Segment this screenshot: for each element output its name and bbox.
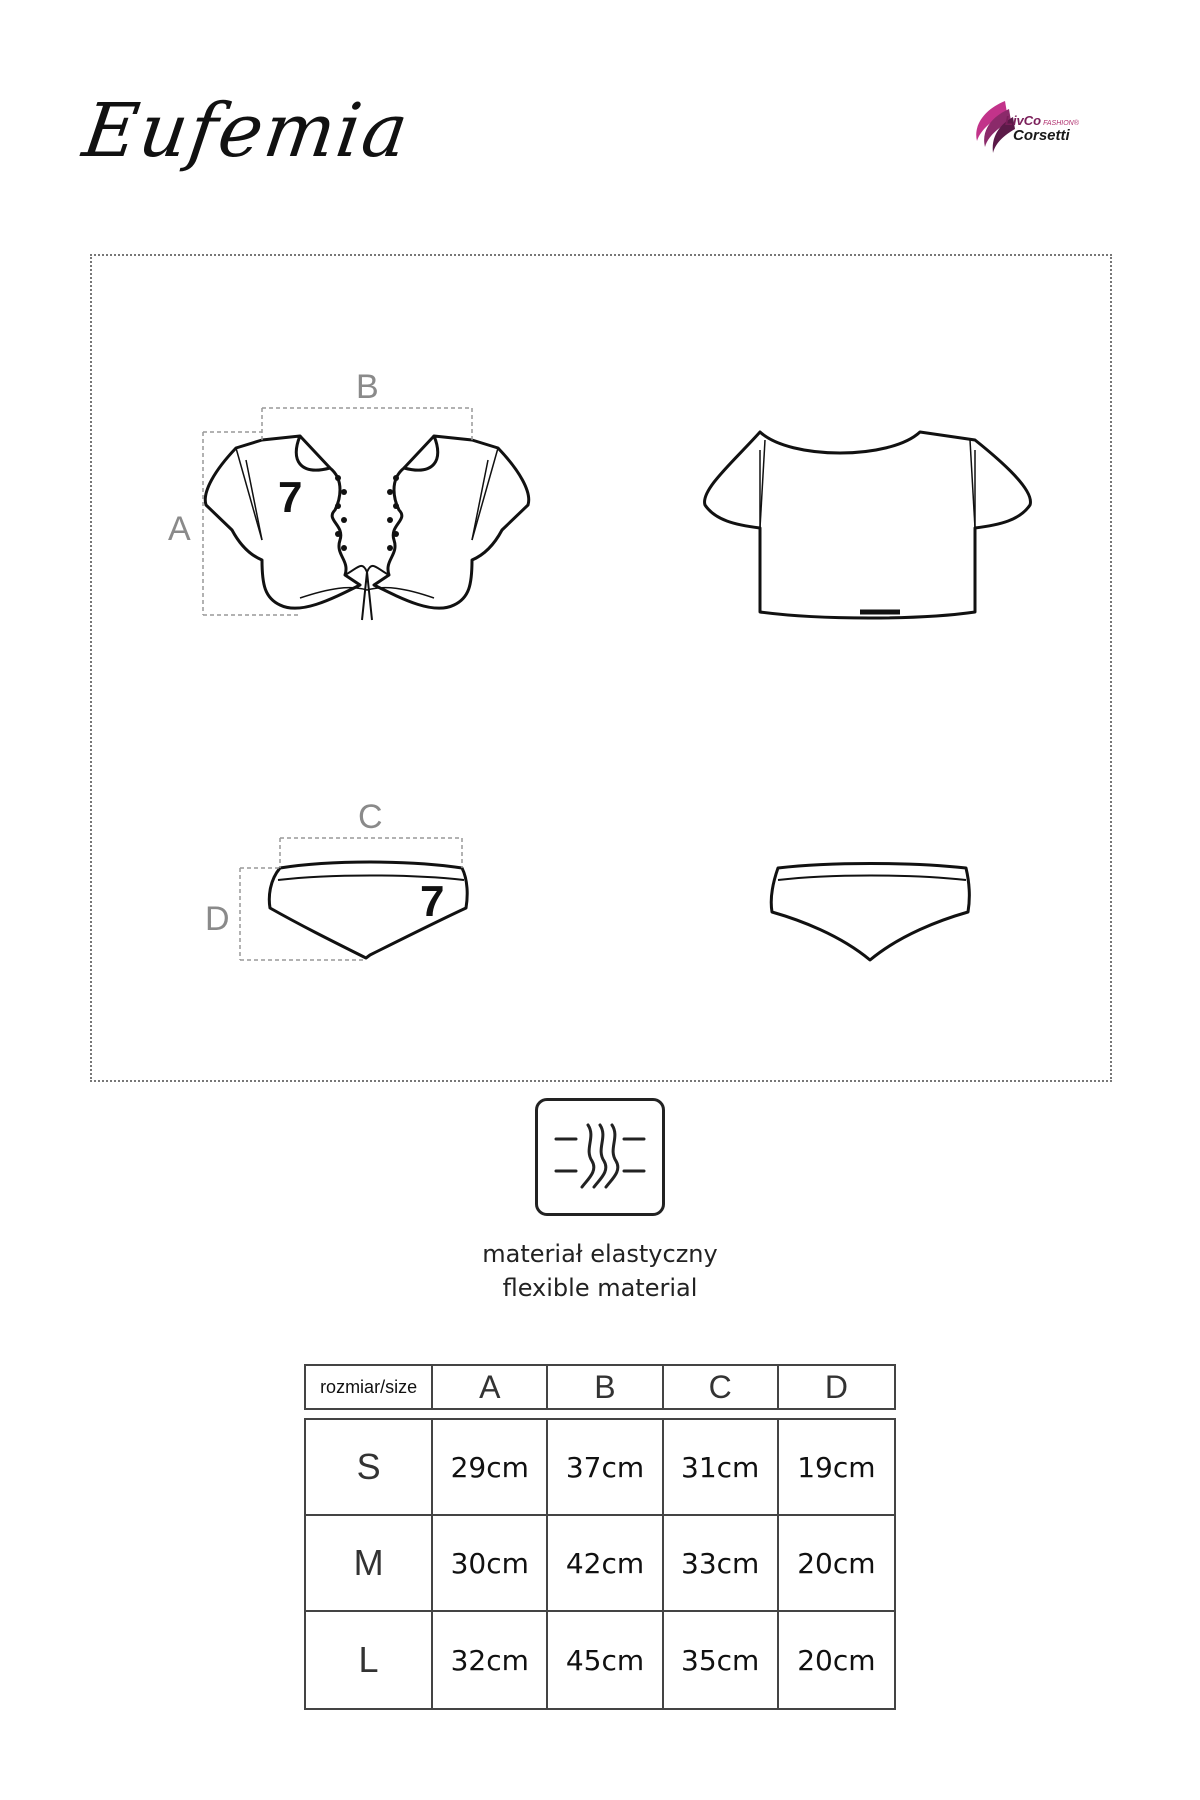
size-table-header bbox=[304, 1364, 896, 1410]
top-front-dots bbox=[335, 475, 399, 551]
care-text-en: flexible material bbox=[502, 1274, 698, 1302]
value-cell: 37cm bbox=[548, 1420, 663, 1514]
size-cell: M bbox=[306, 1516, 433, 1610]
top-back-drawing bbox=[705, 432, 1031, 618]
size-cell: L bbox=[306, 1612, 433, 1708]
header-col-c: C bbox=[664, 1366, 779, 1408]
value-cell: 33cm bbox=[664, 1516, 779, 1610]
header-size-label: rozmiar/size bbox=[306, 1366, 433, 1408]
value-cell: 20cm bbox=[797, 1643, 876, 1677]
value-cell: 19cm bbox=[797, 1450, 876, 1484]
bottom-back-drawing bbox=[771, 864, 969, 961]
brand-line2: Corsetti bbox=[1013, 127, 1070, 144]
table-row bbox=[306, 1420, 894, 1516]
dim-label-b: B bbox=[356, 368, 379, 406]
value-cell: 32cm bbox=[433, 1612, 548, 1708]
dim-label-d: D bbox=[205, 900, 230, 938]
value-cell: 45cm bbox=[548, 1612, 663, 1708]
elastic-material-icon bbox=[535, 1098, 665, 1216]
value-cell: 42cm bbox=[548, 1516, 663, 1610]
table-row bbox=[306, 1516, 894, 1612]
header-col-d: D bbox=[824, 1368, 848, 1405]
care-text-pl: materiał elastyczny bbox=[482, 1240, 718, 1268]
size-number-top: 7 bbox=[278, 473, 303, 522]
header-col-a: A bbox=[433, 1366, 548, 1408]
size-cell: S bbox=[306, 1420, 433, 1514]
table-row bbox=[306, 1612, 894, 1708]
size-number-bottom: 7 bbox=[420, 877, 445, 926]
value-cell: 30cm bbox=[433, 1516, 548, 1610]
size-table-body bbox=[304, 1418, 896, 1710]
value-cell: 20cm bbox=[797, 1546, 876, 1580]
product-title: Eufemia bbox=[77, 88, 415, 174]
value-cell: 29cm bbox=[433, 1420, 548, 1514]
value-cell: 31cm bbox=[664, 1420, 779, 1514]
wave-lines-icon bbox=[538, 1101, 662, 1213]
brand-line1: LivCo FASHION® bbox=[1005, 113, 1079, 128]
dim-label-a: A bbox=[168, 510, 191, 548]
dim-label-c: C bbox=[358, 798, 383, 836]
header-col-b: B bbox=[548, 1366, 663, 1408]
value-cell: 35cm bbox=[664, 1612, 779, 1708]
top-front-drawing bbox=[205, 436, 528, 620]
